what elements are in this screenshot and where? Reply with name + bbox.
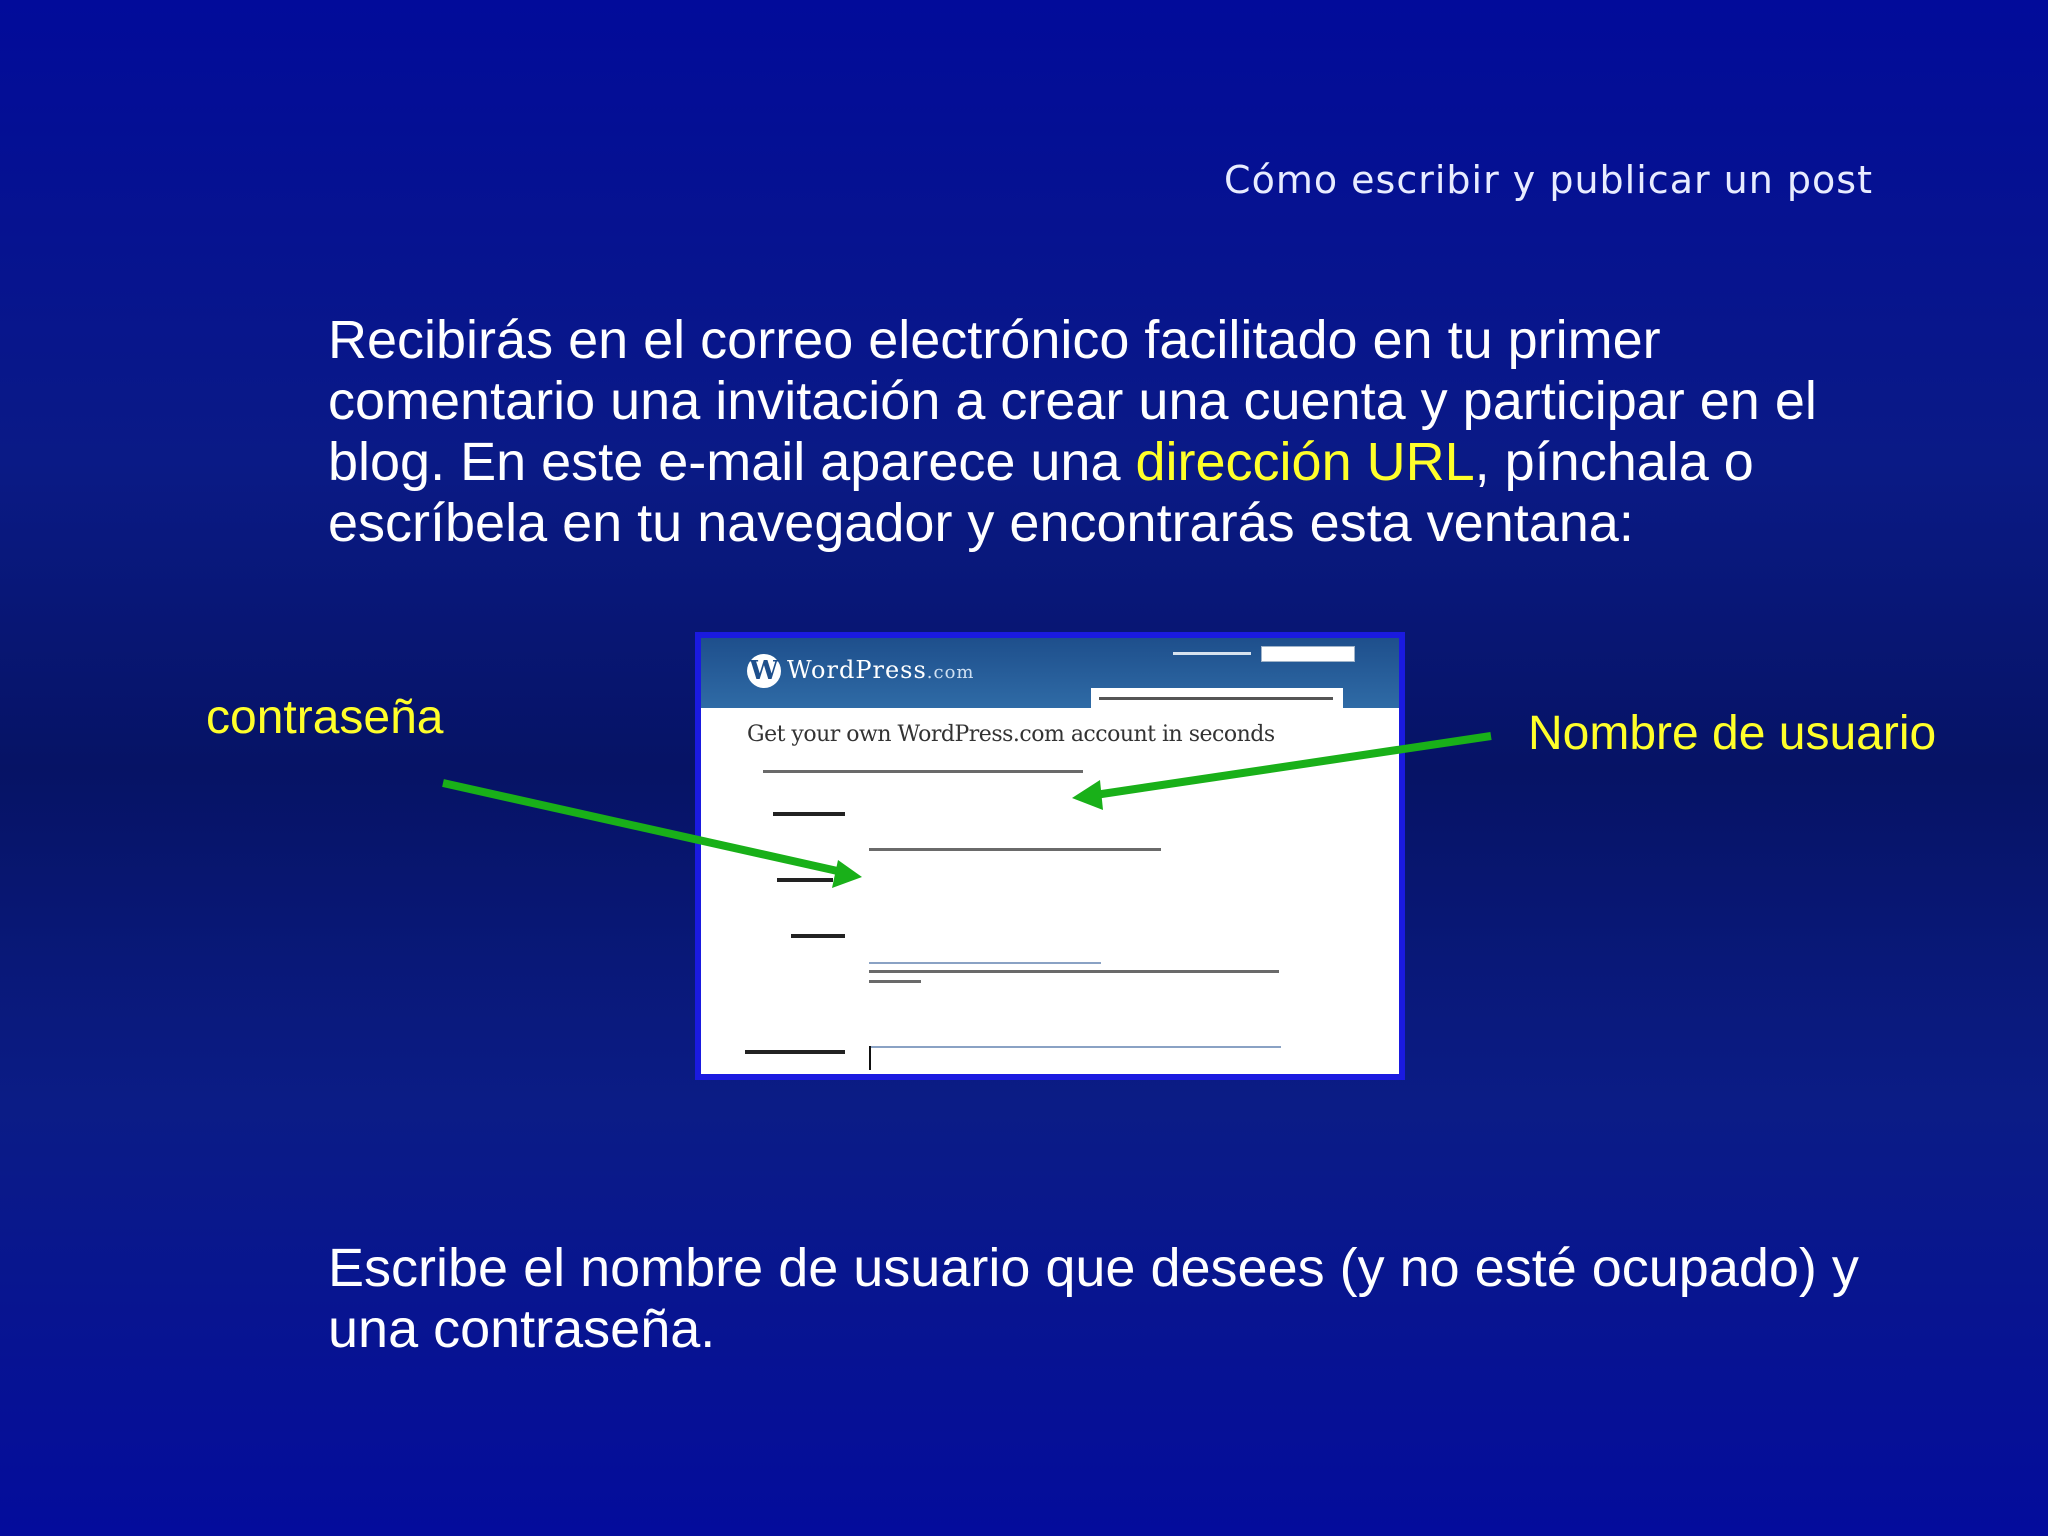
- password-arrow-line: [443, 783, 842, 872]
- brand-name: WordPress: [787, 656, 927, 684]
- url-highlight: dirección URL: [1135, 432, 1475, 492]
- username-arrow-head: [1072, 780, 1103, 810]
- intro-text-after: , pínchala o escríbela en tu navegador y encontrarás esta ventana:: [328, 432, 1754, 553]
- outro-paragraph: Escribe el nombre de usuario que desees (y no esté ocupado) y una contraseña.: [328, 1238, 1859, 1359]
- password-callout-label: contraseña: [206, 691, 444, 744]
- password-arrow-head: [832, 860, 862, 888]
- signup-title: Get your own WordPress.com account in seconds: [747, 722, 1275, 747]
- brand-domain: .com: [926, 662, 975, 683]
- intro-text-before: Recibirás en el correo electrónico facilitado en tu primer comentario una invitación a crear una cuenta y participar en el blog. En este e-mail aparece una: [328, 310, 1817, 492]
- slide-header-title: Cómo escribir y publicar un post: [1224, 158, 1873, 202]
- username-callout-label: Nombre de usuario: [1528, 707, 1937, 760]
- username-arrow-line: [1095, 736, 1491, 795]
- wordpress-logo-icon: W: [747, 654, 781, 688]
